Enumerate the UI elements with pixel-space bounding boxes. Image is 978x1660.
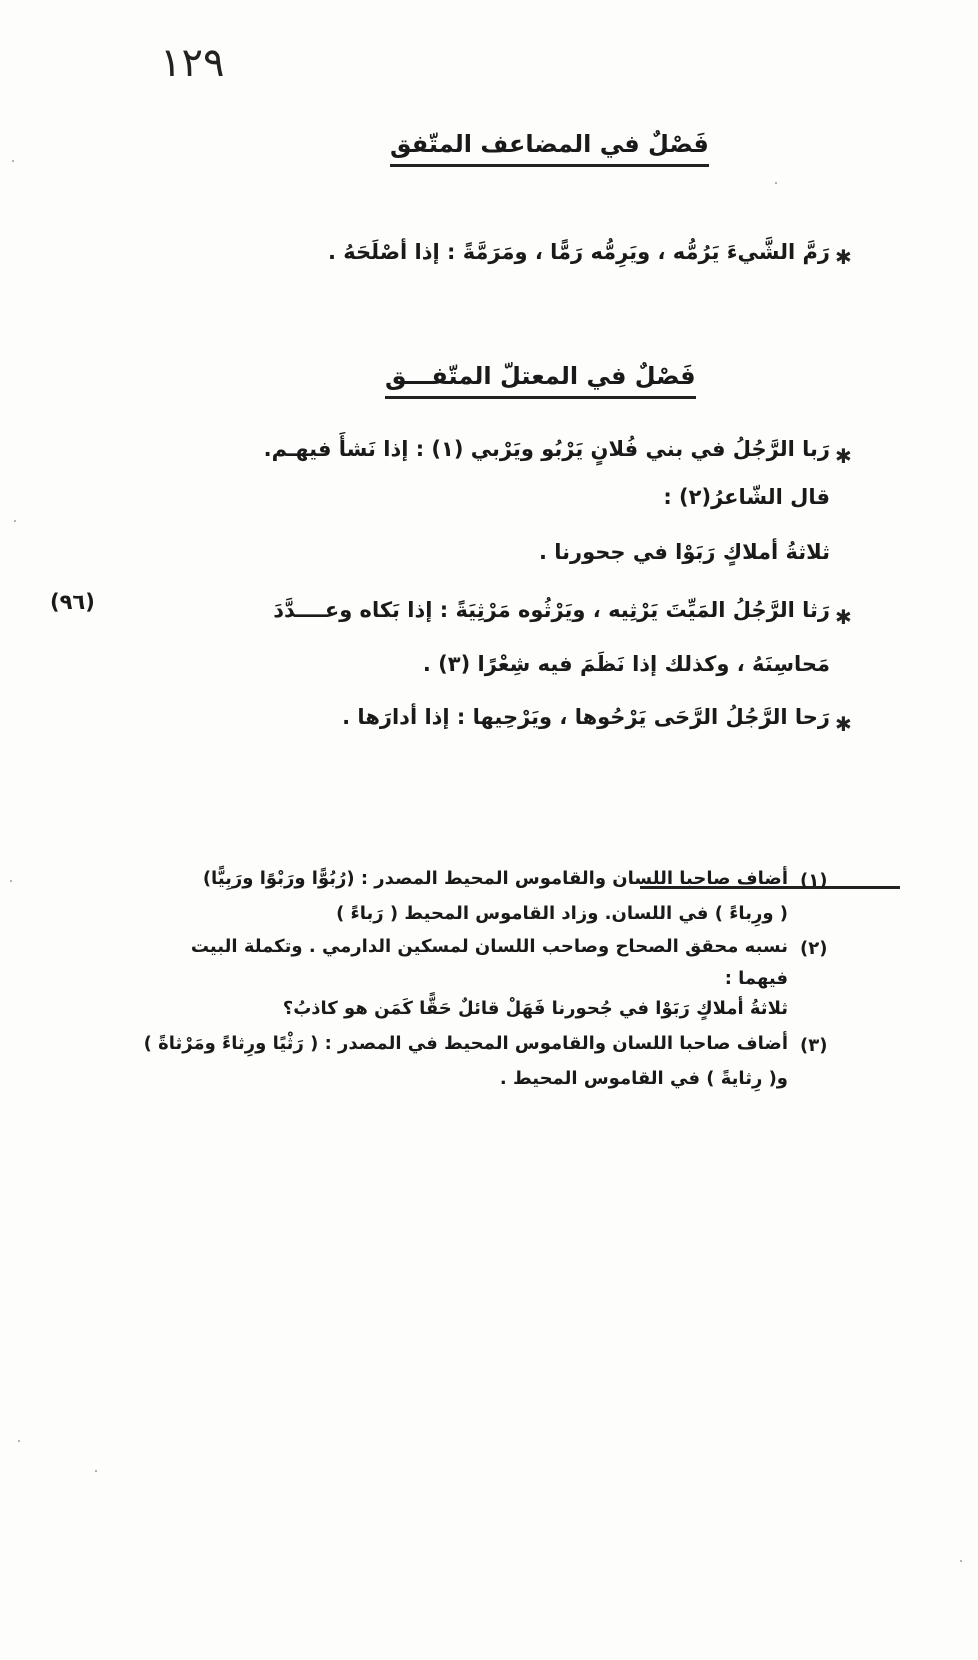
footnote-marker: (٣) bbox=[800, 1035, 828, 1056]
footnote-2-verse: ثلاثةُ أملاكٍ رَبَوْا في جُحورنا فَهَلْ قائلٌ حَقًّا كَمَن هو كاذبُ؟ bbox=[282, 998, 788, 1019]
footnote-3-line-1: أضاف صاحبا اللسان والقاموس المحيط في المصدر : ( رَثْيًا ورِثاءً ومَرْثاةً ) bbox=[143, 1033, 788, 1054]
footnote-marker: (١) bbox=[800, 870, 828, 891]
entry-raha: رَحا الرَّجُلُ الرَّحَى يَرْحُوها ، ويَرْحِيها : إذا أدارَها . bbox=[342, 705, 830, 729]
scan-speck bbox=[960, 1560, 962, 1562]
page-number: ١٢٩ bbox=[160, 40, 225, 86]
footnote-2-line-1: نسبه محقق الصحاح وصاحب اللسان لمسكين الدارمي . وتكملة البيت bbox=[190, 936, 788, 957]
margin-page-number: (٩٦) bbox=[50, 590, 95, 614]
entry-ratha: رَثا الرَّجُلُ المَيِّتَ يَرْثِيه ، ويَرْثُوه مَرْثِيَةً : إذا بَكاه وعــــدَّدَ bbox=[273, 598, 830, 622]
section-heading-defective: فَصْلٌ في المعتلّ المتّفـــق bbox=[385, 362, 696, 399]
entry-ramma: رَمَّ الشَّيءَ يَرُمُّه ، ويَرِمُّه رَمًّا ، ومَرَمَّةً : إذا أصْلَحَهُ . bbox=[327, 240, 830, 264]
footnote-1-line-1: أضاف صاحبا اللسان والقاموس المحيط المصدر : (رُبُوًّا ورَبْوًا ورَبِيًّا) bbox=[202, 868, 788, 889]
footnote-3-line-2: و( رِثايةً ) في القاموس المحيط . bbox=[499, 1068, 788, 1089]
entry-bullet-star: ✱ bbox=[835, 605, 852, 629]
scan-speck bbox=[10, 880, 12, 882]
entry-raba: رَبا الرَّجُلُ في بني فُلانٍ يَرْبُو ويَرْبي (١) : إذا نَشأَ فيهـم. bbox=[263, 437, 830, 461]
entry-ratha-continued: مَحاسِنَهُ ، وكذلك إذا نَظَمَ فيه شِعْرًا (٣) . bbox=[422, 652, 830, 676]
section-heading-doubled: فَصْلٌ في المضاعف المتّفق bbox=[390, 130, 709, 167]
entry-bullet-star: ✱ bbox=[835, 245, 852, 269]
scan-speck bbox=[775, 182, 777, 184]
scan-speck bbox=[18, 1440, 20, 1442]
scan-speck bbox=[95, 1470, 97, 1472]
footnote-2-line-2: فيهما : bbox=[724, 968, 788, 989]
entry-bullet-star: ✱ bbox=[835, 712, 852, 736]
footnote-marker: (٢) bbox=[800, 938, 828, 959]
scan-speck bbox=[14, 520, 16, 522]
poet-attribution: قال الشّاعرُ(٢) : bbox=[663, 485, 830, 509]
footnote-1-line-2: ( ورِباءً ) في اللسان. وزاد القاموس المحيط ( رَباءً ) bbox=[336, 903, 788, 924]
entry-bullet-star: ✱ bbox=[835, 444, 852, 468]
verse-line: ثلاثةُ أملاكٍ رَبَوْا في جحورنا . bbox=[538, 540, 830, 564]
scan-speck bbox=[12, 160, 14, 162]
